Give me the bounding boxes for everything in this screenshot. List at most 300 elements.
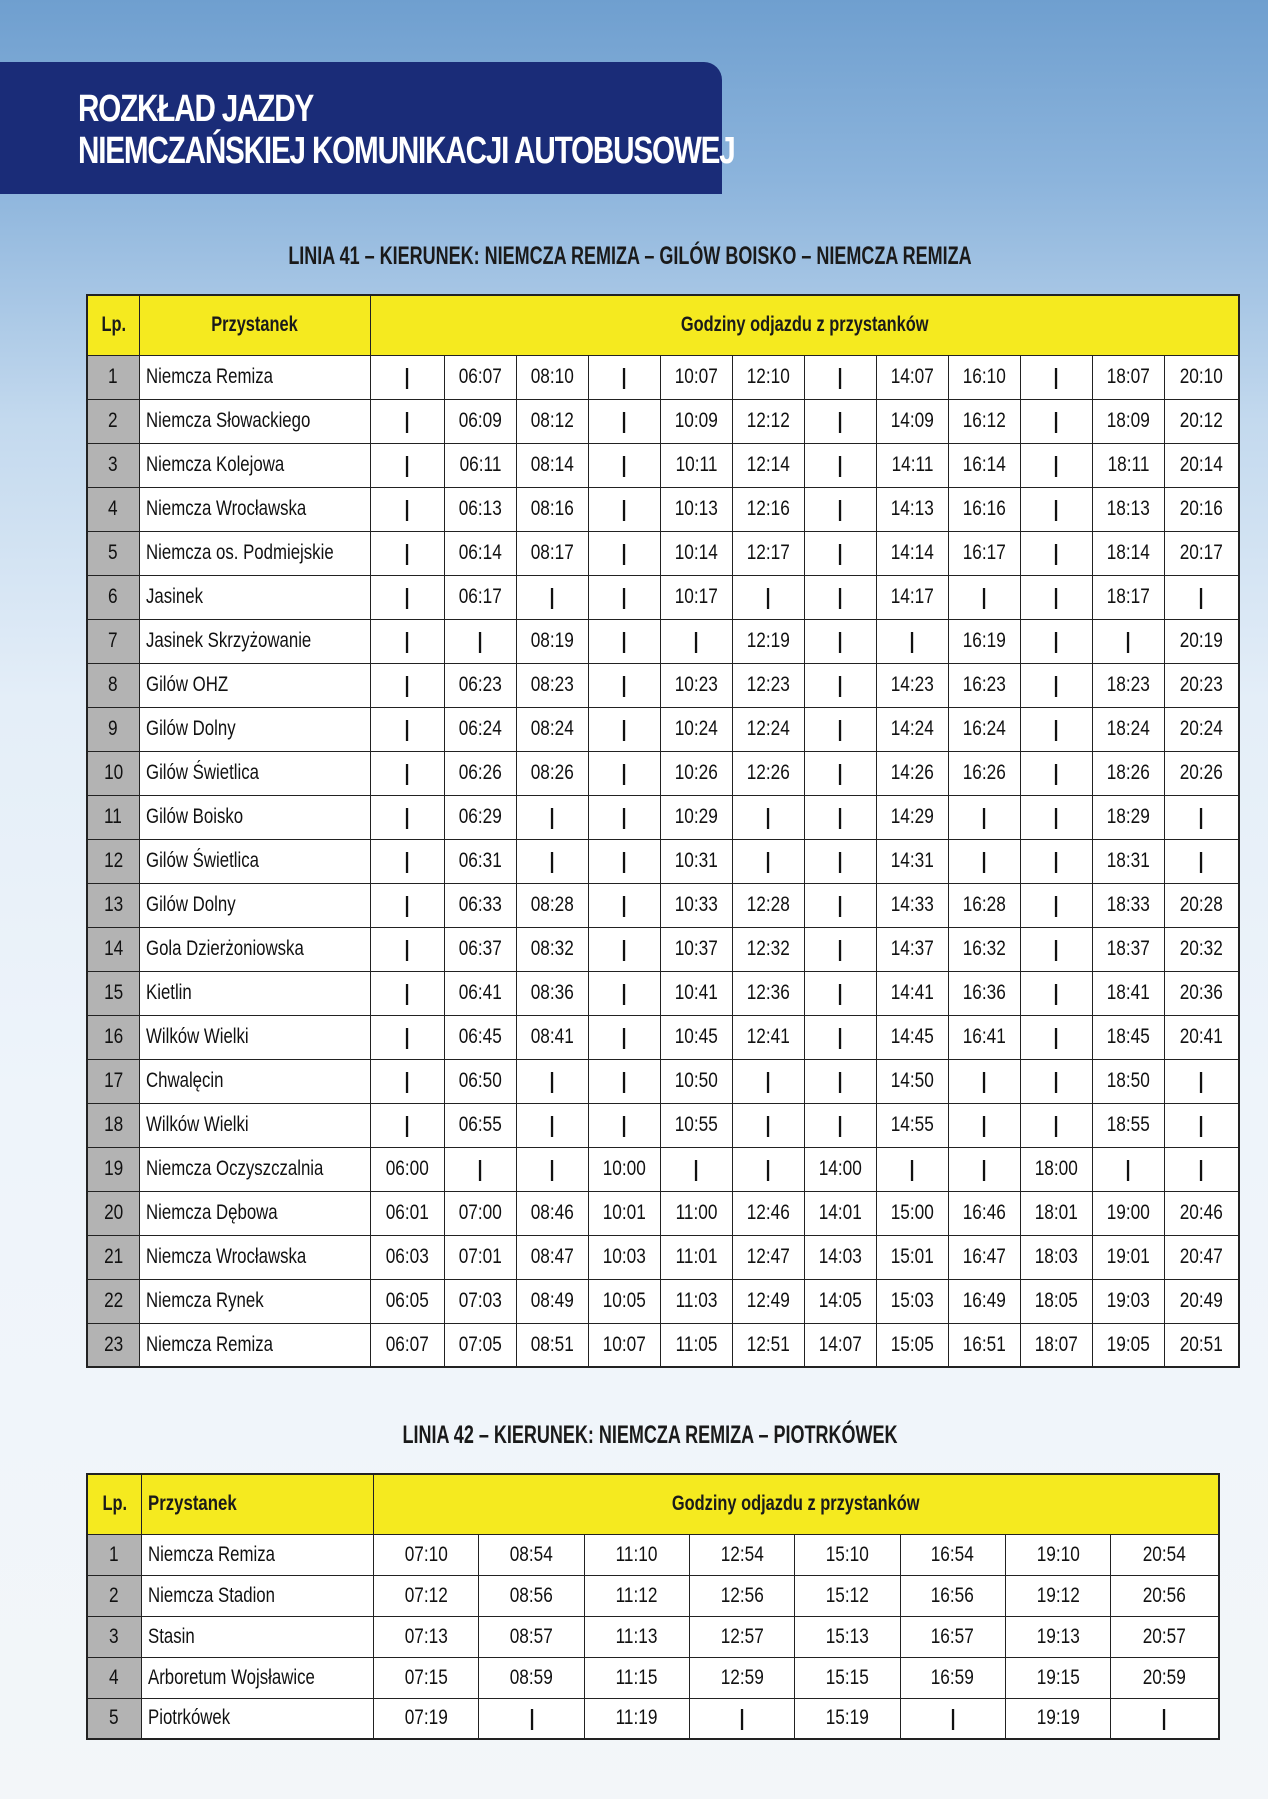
departure-time: |	[804, 399, 876, 443]
departure-time: |	[1020, 883, 1092, 927]
departure-time: 06:33	[444, 883, 516, 927]
departure-time: |	[1164, 839, 1239, 883]
table-row	[87, 1103, 1239, 1147]
departure-time: 12:51	[732, 1323, 804, 1367]
departure-time: |	[370, 487, 444, 531]
departure-time: 06:01	[370, 1191, 444, 1235]
departure-time: 08:26	[516, 751, 588, 795]
table-row	[87, 1657, 1219, 1698]
row-number: 4	[87, 1657, 141, 1698]
stop-name: Chwalęcin	[139, 1059, 370, 1103]
row-number: 18	[87, 1103, 139, 1147]
departure-time: |	[660, 619, 732, 663]
departure-time: 14:09	[876, 399, 948, 443]
departure-time: 16:59	[900, 1657, 1005, 1698]
departure-time: 18:55	[1092, 1103, 1164, 1147]
departure-time: 15:19	[795, 1698, 900, 1739]
row-number: 17	[87, 1059, 139, 1103]
departure-time: 08:12	[516, 399, 588, 443]
table-row	[87, 1015, 1239, 1059]
stop-name: Piotrkówek	[141, 1698, 374, 1739]
departure-time: 16:46	[948, 1191, 1020, 1235]
departure-time: |	[1164, 795, 1239, 839]
departure-time: |	[948, 1059, 1020, 1103]
departure-time: 20:10	[1164, 355, 1239, 399]
departure-time: 10:14	[660, 531, 732, 575]
departure-time: 14:14	[876, 531, 948, 575]
departure-time: |	[1020, 707, 1092, 751]
departure-time: |	[1020, 751, 1092, 795]
departure-time: 10:26	[660, 751, 732, 795]
stop-name: Gilów Świetlica	[139, 839, 370, 883]
departure-time: 19:12	[1005, 1575, 1110, 1616]
departure-time: |	[1020, 1103, 1092, 1147]
table-row	[87, 1323, 1239, 1367]
departure-time: 08:54	[479, 1534, 584, 1575]
departure-time: 14:33	[876, 883, 948, 927]
departure-time: 10:33	[660, 883, 732, 927]
departure-time: |	[948, 1147, 1020, 1191]
header-lp: Lp.	[87, 1474, 141, 1534]
departure-time: |	[804, 1015, 876, 1059]
departure-time: 18:29	[1092, 795, 1164, 839]
departure-time: |	[588, 443, 660, 487]
departure-time: 15:12	[795, 1575, 900, 1616]
stop-name: Stasin	[141, 1616, 374, 1657]
table-row	[87, 399, 1239, 443]
departure-time: 12:10	[732, 355, 804, 399]
page-title	[78, 88, 735, 172]
departure-time: 08:17	[516, 531, 588, 575]
departure-time: |	[370, 1015, 444, 1059]
departure-time: 12:56	[690, 1575, 795, 1616]
departure-time: 14:45	[876, 1015, 948, 1059]
departure-time: |	[1020, 971, 1092, 1015]
row-number: 2	[87, 399, 139, 443]
departure-time: |	[370, 883, 444, 927]
stop-name: Niemcza Remiza	[139, 1323, 370, 1367]
departure-time: 14:11	[876, 443, 948, 487]
departure-time: 07:03	[444, 1279, 516, 1323]
row-number: 8	[87, 663, 139, 707]
departure-time: |	[732, 1103, 804, 1147]
departure-time: 18:11	[1092, 443, 1164, 487]
departure-time: |	[804, 355, 876, 399]
departure-time: |	[804, 575, 876, 619]
departure-time: 06:07	[370, 1323, 444, 1367]
row-number: 5	[87, 1698, 141, 1739]
row-number: 1	[87, 355, 139, 399]
departure-time: 14:24	[876, 707, 948, 751]
departure-time: 07:15	[374, 1657, 479, 1698]
departure-time: 11:19	[584, 1698, 689, 1739]
header-departure-times: Godziny odjazdu z przystanków	[374, 1474, 1219, 1534]
departure-time: 14:13	[876, 487, 948, 531]
departure-time: 14:07	[876, 355, 948, 399]
row-number: 20	[87, 1191, 139, 1235]
departure-time: 16:57	[900, 1616, 1005, 1657]
table-row	[87, 1191, 1239, 1235]
departure-time: 10:13	[660, 487, 732, 531]
departure-time: 06:55	[444, 1103, 516, 1147]
departure-time: 20:12	[1164, 399, 1239, 443]
departure-time: |	[588, 751, 660, 795]
stop-name: Arboretum Wojsławice	[141, 1657, 374, 1698]
table-row	[87, 1534, 1219, 1575]
departure-time: 06:24	[444, 707, 516, 751]
departure-time: 06:09	[444, 399, 516, 443]
row-number: 1	[87, 1534, 141, 1575]
departure-time: 20:46	[1164, 1191, 1239, 1235]
stop-name: Niemcza Słowackiego	[139, 399, 370, 443]
departure-time: |	[948, 1103, 1020, 1147]
departure-time: 08:32	[516, 927, 588, 971]
departure-time: |	[588, 619, 660, 663]
departure-time: |	[1020, 927, 1092, 971]
departure-time: 08:14	[516, 443, 588, 487]
departure-time: 20:17	[1164, 531, 1239, 575]
departure-time: 10:05	[588, 1279, 660, 1323]
departure-time: |	[370, 1103, 444, 1147]
line41-timetable	[86, 294, 1240, 1368]
table-row	[87, 443, 1239, 487]
departure-time: 19:10	[1005, 1534, 1110, 1575]
departure-time: 08:16	[516, 487, 588, 531]
stop-name: Wilków Wielki	[139, 1015, 370, 1059]
departure-time: |	[804, 883, 876, 927]
departure-time: |	[732, 575, 804, 619]
departure-time: 12:49	[732, 1279, 804, 1323]
departure-time: 18:37	[1092, 927, 1164, 971]
departure-time: 19:15	[1005, 1657, 1110, 1698]
table-row	[87, 1147, 1239, 1191]
departure-time: |	[516, 839, 588, 883]
departure-time: 12:23	[732, 663, 804, 707]
departure-time: 14:55	[876, 1103, 948, 1147]
departure-time: 08:24	[516, 707, 588, 751]
departure-time: 11:01	[660, 1235, 732, 1279]
departure-time: 14:23	[876, 663, 948, 707]
departure-time: |	[370, 619, 444, 663]
departure-time: |	[900, 1698, 1005, 1739]
departure-time: |	[1020, 399, 1092, 443]
departure-time: 10:37	[660, 927, 732, 971]
table-row	[87, 1698, 1219, 1739]
table-row	[87, 795, 1239, 839]
table-row	[87, 927, 1239, 971]
departure-time: 12:28	[732, 883, 804, 927]
departure-time: 10:55	[660, 1103, 732, 1147]
departure-time: 18:33	[1092, 883, 1164, 927]
departure-time: 16:19	[948, 619, 1020, 663]
departure-time: 20:36	[1164, 971, 1239, 1015]
departure-time: 06:14	[444, 531, 516, 575]
departure-time: 12:14	[732, 443, 804, 487]
departure-time: |	[732, 839, 804, 883]
table-row	[87, 1279, 1239, 1323]
departure-time: 18:07	[1092, 355, 1164, 399]
departure-time: 12:36	[732, 971, 804, 1015]
departure-time: 16:16	[948, 487, 1020, 531]
departure-time: 19:00	[1092, 1191, 1164, 1235]
departure-time: |	[588, 883, 660, 927]
departure-time: 14:31	[876, 839, 948, 883]
departure-time: 10:07	[588, 1323, 660, 1367]
departure-time: |	[804, 443, 876, 487]
row-number: 10	[87, 751, 139, 795]
departure-time: 20:28	[1164, 883, 1239, 927]
departure-time: 07:00	[444, 1191, 516, 1235]
departure-time: 12:46	[732, 1191, 804, 1235]
departure-time: |	[804, 487, 876, 531]
departure-time: |	[588, 487, 660, 531]
departure-time: 18:13	[1092, 487, 1164, 531]
departure-time: |	[804, 1103, 876, 1147]
departure-time: 10:31	[660, 839, 732, 883]
departure-time: |	[804, 839, 876, 883]
departure-time: |	[732, 1147, 804, 1191]
row-number: 3	[87, 443, 139, 487]
departure-time: |	[370, 1059, 444, 1103]
departure-time: 16:24	[948, 707, 1020, 751]
departure-time: 16:41	[948, 1015, 1020, 1059]
departure-time: 06:26	[444, 751, 516, 795]
row-number: 16	[87, 1015, 139, 1059]
departure-time: |	[1164, 575, 1239, 619]
departure-time: 06:31	[444, 839, 516, 883]
departure-time: 18:14	[1092, 531, 1164, 575]
departure-time: |	[804, 1059, 876, 1103]
departure-time: 14:05	[804, 1279, 876, 1323]
departure-time: |	[588, 707, 660, 751]
departure-time: |	[804, 531, 876, 575]
table-row	[87, 531, 1239, 575]
table-row	[87, 355, 1239, 399]
departure-time: 10:11	[660, 443, 732, 487]
departure-time: 16:17	[948, 531, 1020, 575]
departure-time: 19:05	[1092, 1323, 1164, 1367]
departure-time: 12:19	[732, 619, 804, 663]
departure-time: |	[1092, 619, 1164, 663]
departure-time: |	[948, 575, 1020, 619]
stop-name: Jasinek	[139, 575, 370, 619]
row-number: 14	[87, 927, 139, 971]
departure-time: 18:03	[1020, 1235, 1092, 1279]
row-number: 15	[87, 971, 139, 1015]
table-row	[87, 619, 1239, 663]
departure-time: 15:05	[876, 1323, 948, 1367]
departure-time: |	[1020, 487, 1092, 531]
stop-name: Niemcza Wrocławska	[139, 1235, 370, 1279]
departure-time: |	[1111, 1698, 1219, 1739]
table-row	[87, 839, 1239, 883]
departure-time: |	[876, 1147, 948, 1191]
departure-time: 14:29	[876, 795, 948, 839]
table-row	[87, 663, 1239, 707]
departure-time: 18:05	[1020, 1279, 1092, 1323]
departure-time: 12:59	[690, 1657, 795, 1698]
departure-time: 12:47	[732, 1235, 804, 1279]
departure-time: 14:50	[876, 1059, 948, 1103]
departure-time: 07:19	[374, 1698, 479, 1739]
row-number: 6	[87, 575, 139, 619]
departure-time: |	[444, 1147, 516, 1191]
departure-time: 18:01	[1020, 1191, 1092, 1235]
departure-time: 11:12	[584, 1575, 689, 1616]
departure-time: |	[1020, 839, 1092, 883]
departure-time: |	[588, 399, 660, 443]
row-number: 5	[87, 531, 139, 575]
departure-time: 11:15	[584, 1657, 689, 1698]
departure-time: |	[804, 707, 876, 751]
departure-time: |	[732, 795, 804, 839]
row-number: 21	[87, 1235, 139, 1279]
departure-time: 20:57	[1111, 1616, 1219, 1657]
departure-time: 11:10	[584, 1534, 689, 1575]
header-departure-times: Godziny odjazdu z przystanków	[370, 295, 1239, 355]
departure-time: 20:23	[1164, 663, 1239, 707]
departure-time: 14:00	[804, 1147, 876, 1191]
stop-name: Kietlin	[139, 971, 370, 1015]
line42-title: LINIA 42 – KIERUNEK: NIEMCZA REMIZA – PIOTRKÓWEK	[402, 1421, 898, 1449]
departure-time: 18:17	[1092, 575, 1164, 619]
departure-time: 10:45	[660, 1015, 732, 1059]
stop-name: Gilów Dolny	[139, 883, 370, 927]
departure-time: 18:09	[1092, 399, 1164, 443]
departure-time: 16:51	[948, 1323, 1020, 1367]
departure-time: |	[804, 927, 876, 971]
table-row	[87, 707, 1239, 751]
departure-time: 06:17	[444, 575, 516, 619]
table-row	[87, 971, 1239, 1015]
departure-time: |	[370, 927, 444, 971]
departure-time: 10:50	[660, 1059, 732, 1103]
departure-time: 16:26	[948, 751, 1020, 795]
departure-time: 20:59	[1111, 1657, 1219, 1698]
departure-time: |	[804, 795, 876, 839]
departure-time: |	[1020, 1059, 1092, 1103]
departure-time: 11:03	[660, 1279, 732, 1323]
departure-time: 10:41	[660, 971, 732, 1015]
departure-time: 20:47	[1164, 1235, 1239, 1279]
departure-time: 20:14	[1164, 443, 1239, 487]
departure-time: 06:45	[444, 1015, 516, 1059]
row-number: 13	[87, 883, 139, 927]
departure-time: |	[370, 751, 444, 795]
departure-time: |	[370, 575, 444, 619]
departure-time: 14:07	[804, 1323, 876, 1367]
departure-time: |	[444, 619, 516, 663]
departure-time: 16:28	[948, 883, 1020, 927]
stop-name: Gilów OHZ	[139, 663, 370, 707]
departure-time: |	[588, 795, 660, 839]
stop-name: Niemcza Kolejowa	[139, 443, 370, 487]
line42-timetable	[86, 1473, 1220, 1740]
departure-time: 18:24	[1092, 707, 1164, 751]
row-number: 22	[87, 1279, 139, 1323]
departure-time: 18:31	[1092, 839, 1164, 883]
departure-time: 16:36	[948, 971, 1020, 1015]
stop-name: Jasinek Skrzyżowanie	[139, 619, 370, 663]
table-row	[87, 1059, 1239, 1103]
departure-time: 07:05	[444, 1323, 516, 1367]
stop-name: Niemcza Rynek	[139, 1279, 370, 1323]
departure-time: 07:13	[374, 1616, 479, 1657]
departure-time: |	[804, 751, 876, 795]
departure-time: 20:32	[1164, 927, 1239, 971]
departure-time: 15:10	[795, 1534, 900, 1575]
row-number: 12	[87, 839, 139, 883]
departure-time: 08:57	[479, 1616, 584, 1657]
departure-time: |	[660, 1147, 732, 1191]
departure-time: 06:50	[444, 1059, 516, 1103]
departure-time: 06:23	[444, 663, 516, 707]
departure-time: 20:56	[1111, 1575, 1219, 1616]
departure-time: |	[1020, 619, 1092, 663]
departure-time: |	[1020, 663, 1092, 707]
departure-time: 12:54	[690, 1534, 795, 1575]
departure-time: 18:41	[1092, 971, 1164, 1015]
row-number: 23	[87, 1323, 139, 1367]
table-row	[87, 751, 1239, 795]
departure-time: 08:46	[516, 1191, 588, 1235]
departure-time: 16:47	[948, 1235, 1020, 1279]
departure-time: 15:13	[795, 1616, 900, 1657]
departure-time: 14:26	[876, 751, 948, 795]
table-row	[87, 1575, 1219, 1616]
departure-time: 19:19	[1005, 1698, 1110, 1739]
departure-time: 18:45	[1092, 1015, 1164, 1059]
line41-title: LINIA 41 – KIERUNEK: NIEMCZA REMIZA – GILÓW BOISKO – NIEMCZA REMIZA	[288, 242, 972, 270]
departure-time: 08:49	[516, 1279, 588, 1323]
departure-time: 06:13	[444, 487, 516, 531]
departure-time: 20:41	[1164, 1015, 1239, 1059]
departure-time: 12:26	[732, 751, 804, 795]
departure-time: |	[588, 1015, 660, 1059]
departure-time: 18:00	[1020, 1147, 1092, 1191]
departure-time: 08:41	[516, 1015, 588, 1059]
header-stop: Przystanek	[139, 295, 370, 355]
departure-time: 16:10	[948, 355, 1020, 399]
departure-time: 12:24	[732, 707, 804, 751]
departure-time: 12:17	[732, 531, 804, 575]
departure-time: |	[588, 531, 660, 575]
departure-time: 14:17	[876, 575, 948, 619]
departure-time: |	[1164, 1147, 1239, 1191]
departure-time: 12:12	[732, 399, 804, 443]
table-row	[87, 883, 1239, 927]
stop-name: Niemcza Remiza	[141, 1534, 374, 1575]
table-row	[87, 487, 1239, 531]
departure-time: 07:01	[444, 1235, 516, 1279]
departure-time: 10:01	[588, 1191, 660, 1235]
table-row	[87, 575, 1239, 619]
departure-time: 10:09	[660, 399, 732, 443]
row-number: 7	[87, 619, 139, 663]
departure-time: 15:03	[876, 1279, 948, 1323]
departure-time: |	[1020, 1015, 1092, 1059]
departure-time: |	[370, 795, 444, 839]
departure-time: |	[479, 1698, 584, 1739]
departure-time: |	[1020, 443, 1092, 487]
row-number: 11	[87, 795, 139, 839]
departure-time: 18:07	[1020, 1323, 1092, 1367]
departure-time: 08:23	[516, 663, 588, 707]
departure-time: |	[370, 663, 444, 707]
departure-time: 10:23	[660, 663, 732, 707]
departure-time: 12:41	[732, 1015, 804, 1059]
row-number: 4	[87, 487, 139, 531]
